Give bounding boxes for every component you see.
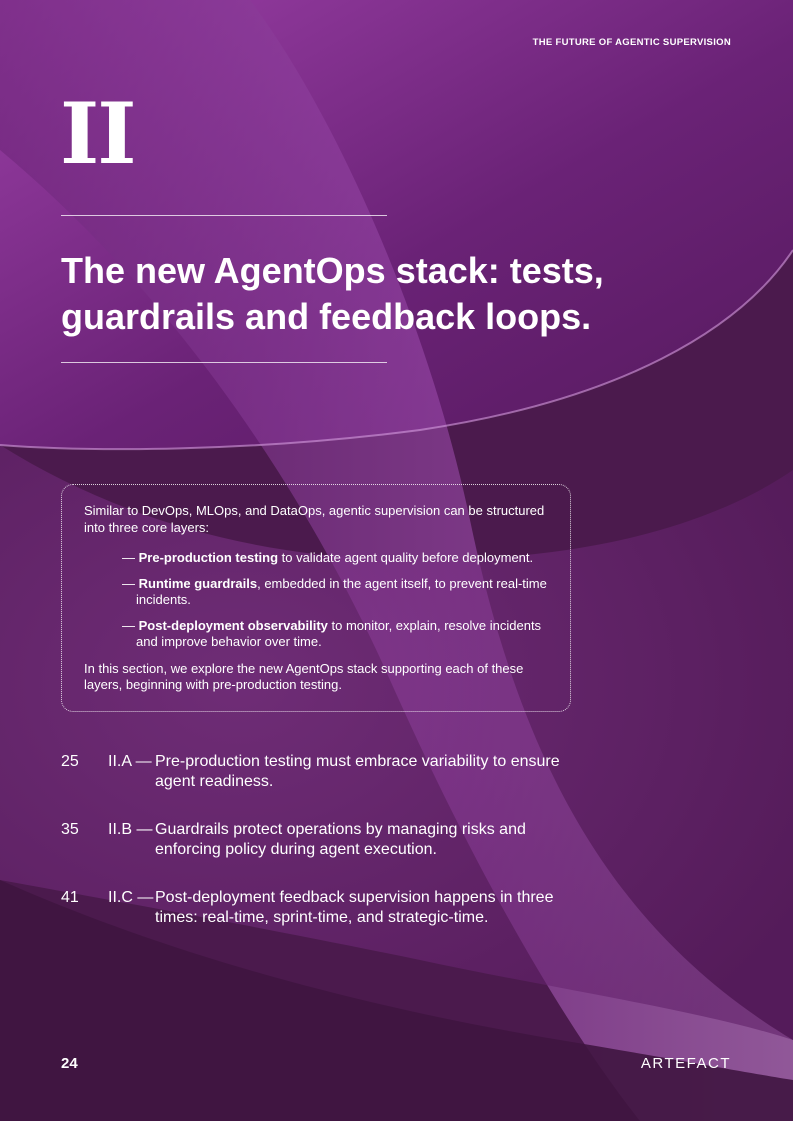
section-title: The new AgentOps stack: tests, guardrails and feedback loops. [61, 250, 604, 337]
divider-top [61, 215, 387, 216]
page-number: 24 [61, 1055, 78, 1072]
layer-description: to monitor, explain, resolve incidents and improve behavior over time. [136, 617, 542, 649]
layer-name: Pre-production testing [138, 550, 279, 565]
layer-description: , embedded in the agent itself, to prevent real-time incidents. [136, 575, 547, 607]
layer-name: Runtime guardrails [138, 575, 258, 591]
toc-page-number: 25 [61, 753, 79, 770]
toc-entry[interactable] [61, 752, 601, 820]
toc-text [108, 820, 578, 860]
toc-text [108, 752, 578, 792]
section-numeral: II [60, 84, 135, 183]
toc-title: Pre-production testing must embrace variability to ensure agent readiness. [155, 753, 560, 790]
layer-item: — Runtime guardrails, embedded in the agent itself, to prevent real-time incidents. [122, 575, 547, 607]
divider-bottom [61, 362, 387, 363]
layer-item: — Pre-production testing to validate agent quality before deployment. [122, 550, 534, 565]
artefact-logo: ARTEFACT [640, 1055, 731, 1072]
intro-lead: Similar to DevOps, MLOps, and DataOps, agentic supervision can be structured into three core layers: [84, 503, 545, 535]
toc-text [108, 888, 578, 928]
table-of-contents [61, 752, 601, 956]
layer-description: to validate agent quality before deployment. [278, 550, 534, 565]
toc-section-id: II.C — [108, 889, 154, 906]
toc-title: Post-deployment feedback supervision happens in three times: real-time, sprint-time, and strategic-time. [155, 889, 554, 926]
intro-callout [61, 484, 571, 712]
toc-section-id: II.A — [108, 753, 152, 770]
layer-item: — Post-deployment observability to monitor, explain, resolve incidents and improve behavior over time. [122, 617, 542, 649]
layer-name: Post-deployment observability [138, 617, 328, 633]
toc-page-number: 41 [61, 889, 79, 906]
toc-entry[interactable] [61, 888, 601, 956]
running-header: THE FUTURE OF AGENTIC SUPERVISION [532, 37, 731, 48]
toc-title: Guardrails protect operations by managing risks and enforcing policy during agent execution. [155, 821, 526, 858]
toc-section-id: II.B — [108, 821, 153, 838]
layers-list [84, 550, 548, 651]
toc-page-number: 35 [61, 821, 79, 838]
toc-entry[interactable] [61, 820, 601, 888]
intro-closing: In this section, we explore the new AgentOps stack supporting each of these layers, beginning with pre-production testing. [84, 660, 524, 692]
